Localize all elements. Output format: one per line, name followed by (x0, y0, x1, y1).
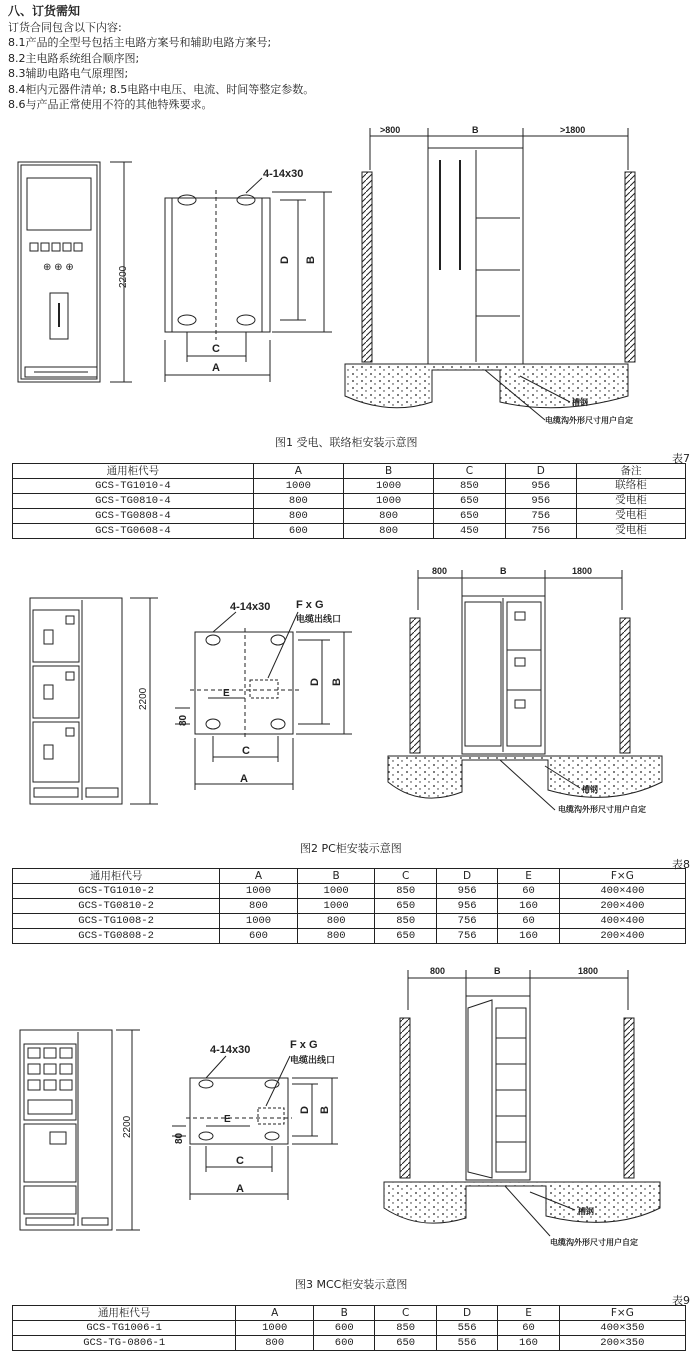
cabinet-front-view (18, 162, 132, 382)
table-cell: 600 (253, 524, 343, 539)
table-row (13, 479, 686, 494)
note-line: 8.1产品的全型号包括主电路方案号和辅助电路方案号; (8, 36, 272, 49)
table-cell: 756 (436, 929, 497, 944)
cable-trench-label: 电缆沟外形尺寸用户自定 (558, 805, 646, 814)
channel-label: 槽钢 (582, 785, 598, 794)
table-cell: 756 (436, 914, 497, 929)
left-gap-label: 800 (432, 566, 448, 576)
table-cell: 650 (375, 1336, 436, 1351)
table-cell: GCS-TG1010-4 (13, 479, 254, 494)
table-cell: 800 (220, 899, 298, 914)
figure-2-caption: 图2 PC柜安装示意图 (300, 842, 402, 855)
col-header: B (343, 464, 433, 479)
ordering-notes (8, 4, 688, 113)
table-cell: 600 (220, 929, 298, 944)
right-gap-label: >1800 (560, 125, 586, 135)
table-cell: 800 (253, 509, 343, 524)
table-cell: 联络柜 (576, 479, 685, 494)
right-gap-label: 1800 (578, 966, 599, 976)
dim-e-label: E (223, 688, 230, 699)
table-cell: 200×400 (559, 929, 685, 944)
note-line: 8.3辅助电路电气原理图; (8, 67, 129, 80)
col-header: C (375, 869, 436, 884)
note-line: 订货合同包含以下内容: (8, 20, 122, 34)
table-header-row (13, 869, 686, 884)
table-8-number: 表8 (672, 858, 690, 871)
figure-3-drawing (0, 960, 700, 1260)
table-cell: 60 (498, 1321, 559, 1336)
installation-side-view (345, 128, 635, 420)
col-header: F×G (559, 1306, 685, 1321)
dim-b-label: B (331, 678, 343, 686)
b-label: B (472, 125, 479, 135)
dim-d-label: D (309, 678, 321, 686)
table-row (13, 524, 686, 539)
col-header: D (436, 869, 497, 884)
table-row (13, 1336, 686, 1351)
fxg-label: F x G (290, 1039, 318, 1051)
table-cell: 956 (436, 884, 497, 899)
note-line: 8.4柜内元器件清单; 8.5电路中电压、电流、时间等整定参数。 (8, 82, 315, 96)
figure-3-caption: 图3 MCC柜安装示意图 (295, 1278, 408, 1291)
cable-trench-label: 电缆沟外形尺寸用户自定 (545, 416, 633, 425)
table-cell: 1000 (343, 479, 433, 494)
dim-b-label: B (305, 256, 317, 264)
table-cell: GCS-TG-0806-1 (13, 1336, 236, 1351)
dim-b-label: B (319, 1106, 331, 1114)
section-heading: 八、订货需知 (8, 4, 81, 18)
figure-3 (0, 960, 700, 1260)
table-row (13, 914, 686, 929)
table-cell: 756 (505, 509, 576, 524)
table-cell: 200×400 (559, 899, 685, 914)
table-cell: 1000 (236, 1321, 314, 1336)
table-cell: GCS-TG1006-1 (13, 1321, 236, 1336)
dim-c-label: C (242, 745, 250, 757)
figure-2-drawing (0, 560, 700, 840)
table-header-row (13, 464, 686, 479)
table-cell: 850 (434, 479, 505, 494)
table-cell: 850 (375, 914, 436, 929)
col-header: F×G (559, 869, 685, 884)
dim-e-label: E (224, 1114, 231, 1125)
table-cell: 556 (436, 1321, 497, 1336)
table-cell: 450 (434, 524, 505, 539)
col-header: D (436, 1306, 497, 1321)
col-header: A (253, 464, 343, 479)
note-line: 8.2主电路系统组合顺序图; (8, 51, 140, 65)
col-header: E (498, 1306, 559, 1321)
outlet-label: 电缆出线口 (290, 1055, 336, 1065)
table-cell: 650 (375, 899, 436, 914)
pc-installation-side-view (388, 570, 662, 810)
figure-1 (0, 120, 700, 450)
table-cell: 756 (505, 524, 576, 539)
table-row (13, 929, 686, 944)
table-row (13, 899, 686, 914)
table-cell: 956 (505, 494, 576, 509)
table-cell: 400×400 (559, 914, 685, 929)
col-header: A (236, 1306, 314, 1321)
table-row (13, 494, 686, 509)
table-cell: GCS-TG0810-2 (13, 899, 220, 914)
col-header: 通用柜代号 (13, 869, 220, 884)
col-header: A (220, 869, 298, 884)
table-cell: 800 (236, 1336, 314, 1351)
table-cell: 600 (314, 1321, 375, 1336)
svg-text:⊕ ⊕ ⊕: ⊕ ⊕ ⊕ (43, 262, 74, 273)
dim-d-label: D (279, 256, 291, 264)
table-cell: 650 (375, 929, 436, 944)
table-cell: GCS-TG0808-4 (13, 509, 254, 524)
col-header: B (314, 1306, 375, 1321)
table-7 (12, 463, 686, 539)
table-cell: 1000 (220, 914, 298, 929)
table-9 (12, 1305, 686, 1351)
left-gap-label: 800 (430, 966, 446, 976)
table-cell: 160 (498, 929, 559, 944)
table-cell: 800 (297, 929, 375, 944)
mcc-cabinet-plan-view (172, 1056, 338, 1200)
table-header-row (13, 1306, 686, 1321)
table-cell: 1000 (220, 884, 298, 899)
dim-d-label: D (299, 1106, 311, 1114)
table-cell: GCS-TG0808-2 (13, 929, 220, 944)
d80-label: 80 (178, 714, 189, 726)
table-cell: GCS-TG1008-2 (13, 914, 220, 929)
cable-trench-label: 电缆沟外形尺寸用户自定 (550, 1238, 638, 1247)
dim-c-label: C (212, 343, 220, 355)
table-cell: 60 (498, 914, 559, 929)
b-label: B (494, 966, 501, 976)
col-header: 通用柜代号 (13, 1306, 236, 1321)
table-cell: 1000 (253, 479, 343, 494)
table-cell: 800 (343, 509, 433, 524)
col-header: B (297, 869, 375, 884)
table-cell: 160 (498, 899, 559, 914)
cabinet-plan-view (165, 178, 332, 382)
height-label: 2200 (118, 265, 129, 288)
figure-1-drawing (0, 120, 700, 450)
table-8 (12, 868, 686, 944)
col-header: 备注 (576, 464, 685, 479)
table-cell: 850 (375, 1321, 436, 1336)
table-cell: 400×400 (559, 884, 685, 899)
table-cell: 1000 (343, 494, 433, 509)
height-label: 2200 (122, 1115, 133, 1138)
holes-label: 4-14x30 (230, 601, 271, 613)
b-label: B (500, 566, 507, 576)
table-cell: 400×350 (559, 1321, 685, 1336)
table-cell: 650 (434, 509, 505, 524)
table-cell: 800 (297, 914, 375, 929)
figure-2 (0, 560, 700, 840)
table-cell: 850 (375, 884, 436, 899)
note-line: 8.6与产品正常使用不符的其他特殊要求。 (8, 98, 213, 111)
channel-label: 槽钢 (578, 1207, 594, 1216)
table-cell: 956 (505, 479, 576, 494)
outlet-label: 电缆出线口 (296, 614, 342, 624)
table-cell: 受电柜 (576, 494, 685, 509)
table-7-number: 表7 (672, 452, 690, 465)
table-row (13, 509, 686, 524)
col-header: D (505, 464, 576, 479)
dim-c-label: C (236, 1155, 244, 1167)
mcc-installation-side-view (384, 970, 660, 1236)
d80-label: 80 (174, 1132, 185, 1144)
table-cell: GCS-TG1010-2 (13, 884, 220, 899)
table-9-number: 表9 (672, 1294, 690, 1307)
table-cell: 200×350 (559, 1336, 685, 1351)
table-cell: 1000 (297, 899, 375, 914)
dim-a-label: A (240, 773, 248, 785)
holes-label: 4-14x30 (210, 1044, 251, 1056)
height-label: 2200 (138, 687, 149, 710)
table-cell: 受电柜 (576, 524, 685, 539)
table-cell: 800 (343, 524, 433, 539)
table-cell: 600 (314, 1336, 375, 1351)
holes-label: 4-14x30 (263, 168, 304, 180)
table-cell: GCS-TG0810-4 (13, 494, 254, 509)
fxg-label: F x G (296, 599, 324, 611)
pc-cabinet-plan-view (175, 612, 352, 790)
table-cell: 60 (498, 884, 559, 899)
col-header: C (434, 464, 505, 479)
channel-label: 槽钢 (572, 398, 588, 407)
table-cell: 1000 (297, 884, 375, 899)
table-cell: 160 (498, 1336, 559, 1351)
table-cell: 956 (436, 899, 497, 914)
col-header: 通用柜代号 (13, 464, 254, 479)
col-header: C (375, 1306, 436, 1321)
left-gap-label: >800 (380, 125, 401, 135)
right-gap-label: 1800 (572, 566, 593, 576)
dim-a-label: A (212, 362, 220, 374)
col-header: E (498, 869, 559, 884)
table-cell: 800 (253, 494, 343, 509)
table-cell: 受电柜 (576, 509, 685, 524)
dim-a-label: A (236, 1183, 244, 1195)
figure-1-caption: 图1 受电、联络柜安装示意图 (275, 436, 418, 449)
table-row (13, 884, 686, 899)
table-row (13, 1321, 686, 1336)
table-cell: GCS-TG0608-4 (13, 524, 254, 539)
table-cell: 556 (436, 1336, 497, 1351)
table-cell: 650 (434, 494, 505, 509)
